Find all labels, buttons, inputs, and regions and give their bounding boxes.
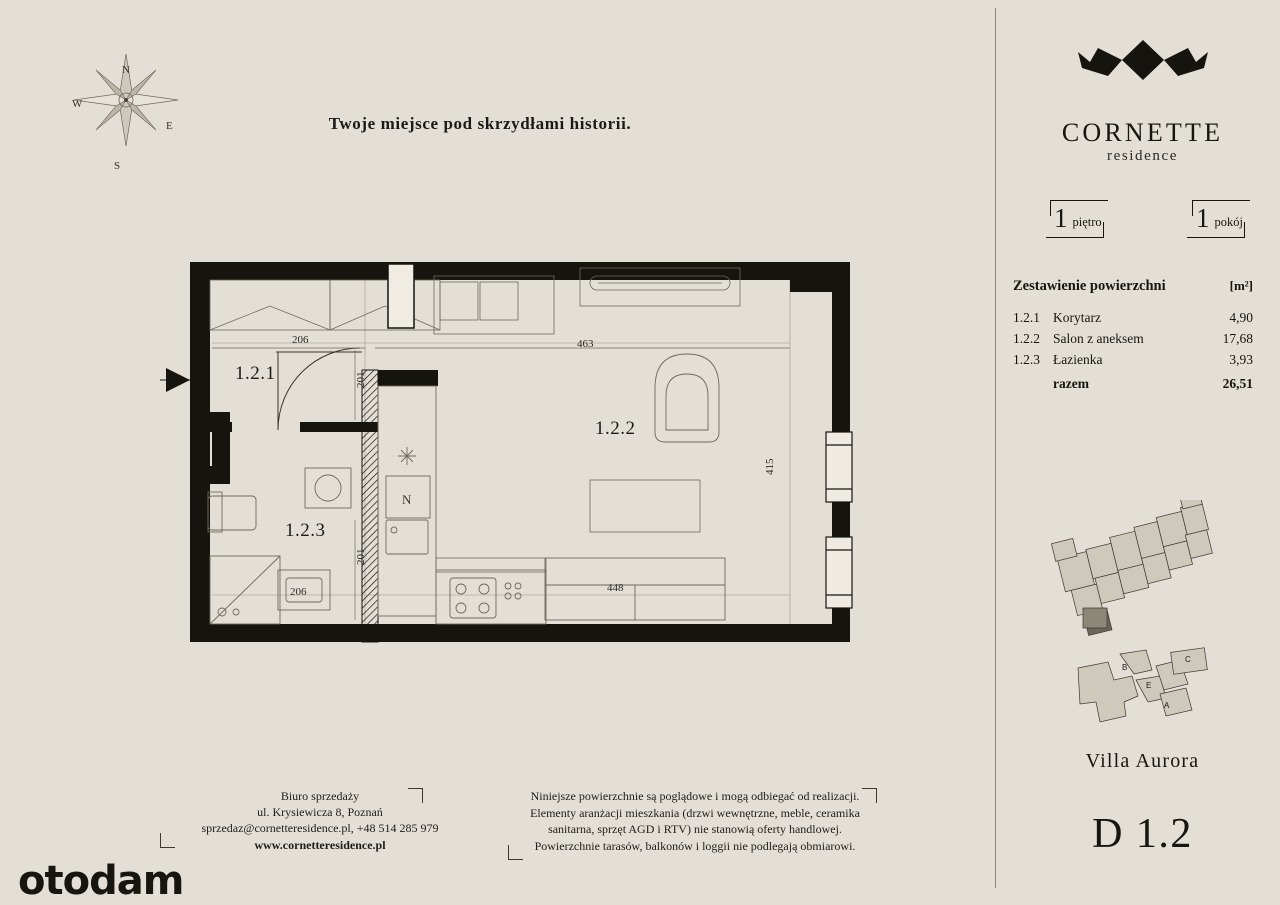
disclaimer-line-3: sanitarna, sprzęt AGD i RTV) nie stanowią oferty handlowej. [548, 822, 842, 836]
room-label-1-2-2: 1.2.2 [595, 418, 636, 439]
dimension-corridor-left: 201 [355, 371, 367, 388]
svg-text:N: N [402, 492, 412, 507]
badge-corner-right [1244, 222, 1245, 238]
badge-corner-right [1103, 222, 1104, 238]
area-row-total [1013, 373, 1253, 394]
footer-mid-bracket-bottom [508, 845, 523, 860]
dimension-salon-bottom: 448 [607, 582, 624, 594]
badge-floor [1050, 200, 1104, 238]
area-row [1013, 307, 1253, 328]
sales-office-block [160, 788, 480, 853]
area-value: 17,68 [1222, 331, 1253, 346]
area-code: 1.2.3 [1013, 352, 1040, 367]
area-name: Salon z aneksem [1053, 331, 1144, 346]
building-keyplan [1045, 500, 1245, 645]
disclaimer-block [500, 788, 890, 854]
badge-corner-bottom [1187, 237, 1245, 238]
area-row [1013, 349, 1253, 370]
footer-left-bracket-bottom [160, 833, 175, 848]
villa-name: Villa Aurora [1085, 750, 1200, 772]
area-value: 3,93 [1229, 352, 1253, 367]
area-total-value: 26,51 [1222, 376, 1253, 391]
badge-rooms [1192, 200, 1245, 238]
website-link[interactable]: www.cornetteresidence.pl [254, 838, 386, 852]
footer-mid-bracket-top [862, 788, 877, 803]
dimension-corridor-top: 206 [292, 334, 309, 346]
area-name: Łazienka [1053, 352, 1103, 367]
dimension-bath-bottom: 206 [290, 586, 307, 598]
otodam-watermark: otodam [18, 858, 184, 904]
tagline: Twoje miejsce pod skrzydłami historii. [328, 114, 632, 133]
keyplan-letter-a: A [1164, 701, 1170, 710]
area-schedule-title: Zestawienie powierzchni [1013, 278, 1166, 294]
site-keyplan [1060, 640, 1230, 745]
badge-rooms-number: 1 [1196, 203, 1210, 233]
keyplan-letter-c: C [1185, 655, 1191, 664]
compass-label-e: E [166, 120, 173, 132]
area-schedule-unit: [m²] [1229, 278, 1253, 293]
keyplan-letter-b: B [1122, 663, 1128, 672]
compass-label-w: W [72, 98, 83, 110]
floorplan-drawing [150, 240, 890, 680]
office-line-2: ul. Krysiewicza 8, Poznań [257, 805, 383, 819]
panel-divider [995, 8, 996, 888]
area-name: Korytarz [1053, 310, 1101, 325]
badge-floor-unit: piętro [1072, 215, 1102, 229]
keyplan-letter-e: E [1146, 681, 1152, 690]
badge-corner-bottom [1046, 237, 1104, 238]
property-badges [1050, 200, 1245, 238]
room-label-1-2-3: 1.2.3 [285, 520, 326, 541]
brand-name: CORNETTE [1061, 118, 1224, 147]
room-label-1-2-1: 1.2.1 [235, 363, 276, 384]
area-code: 1.2.2 [1013, 331, 1040, 346]
compass-label-n: N [122, 64, 130, 76]
crown-wings-icon [1068, 38, 1218, 84]
brand-subtitle: residence [1106, 148, 1179, 164]
office-line-3: sprzedaz@cornetteresidence.pl, +48 514 285 979 [201, 821, 439, 835]
dimension-bath-left: 201 [355, 548, 367, 565]
badge-rooms-unit: pokój [1214, 215, 1243, 229]
area-code: 1.2.1 [1013, 310, 1040, 325]
area-schedule-header [1013, 278, 1253, 295]
compass-label-s: S [114, 160, 121, 172]
dimension-salon-right: 415 [764, 458, 776, 475]
area-schedule [1013, 278, 1253, 394]
office-line-1: Biuro sprzedaży [280, 789, 360, 803]
area-value: 4,90 [1229, 310, 1253, 325]
dimension-salon-top: 463 [577, 338, 594, 350]
disclaimer-line-1: Niniejsze powierzchnie są poglądowe i mogą odbiegać od realizacji. [530, 789, 860, 803]
footer-left-bracket-top [408, 788, 423, 803]
unit-code: D 1.2 [1092, 811, 1193, 857]
area-row [1013, 328, 1253, 349]
area-total-label: razem [1053, 376, 1089, 391]
disclaimer-line-2: Elementy aranżacji mieszkania (drzwi wewnętrzne, meble, ceramika [530, 805, 860, 820]
badge-floor-number: 1 [1054, 203, 1068, 233]
disclaimer-line-4: Powierzchnie tarasów, balkonów i loggii nie podlegają obmiarowi. [534, 838, 856, 853]
